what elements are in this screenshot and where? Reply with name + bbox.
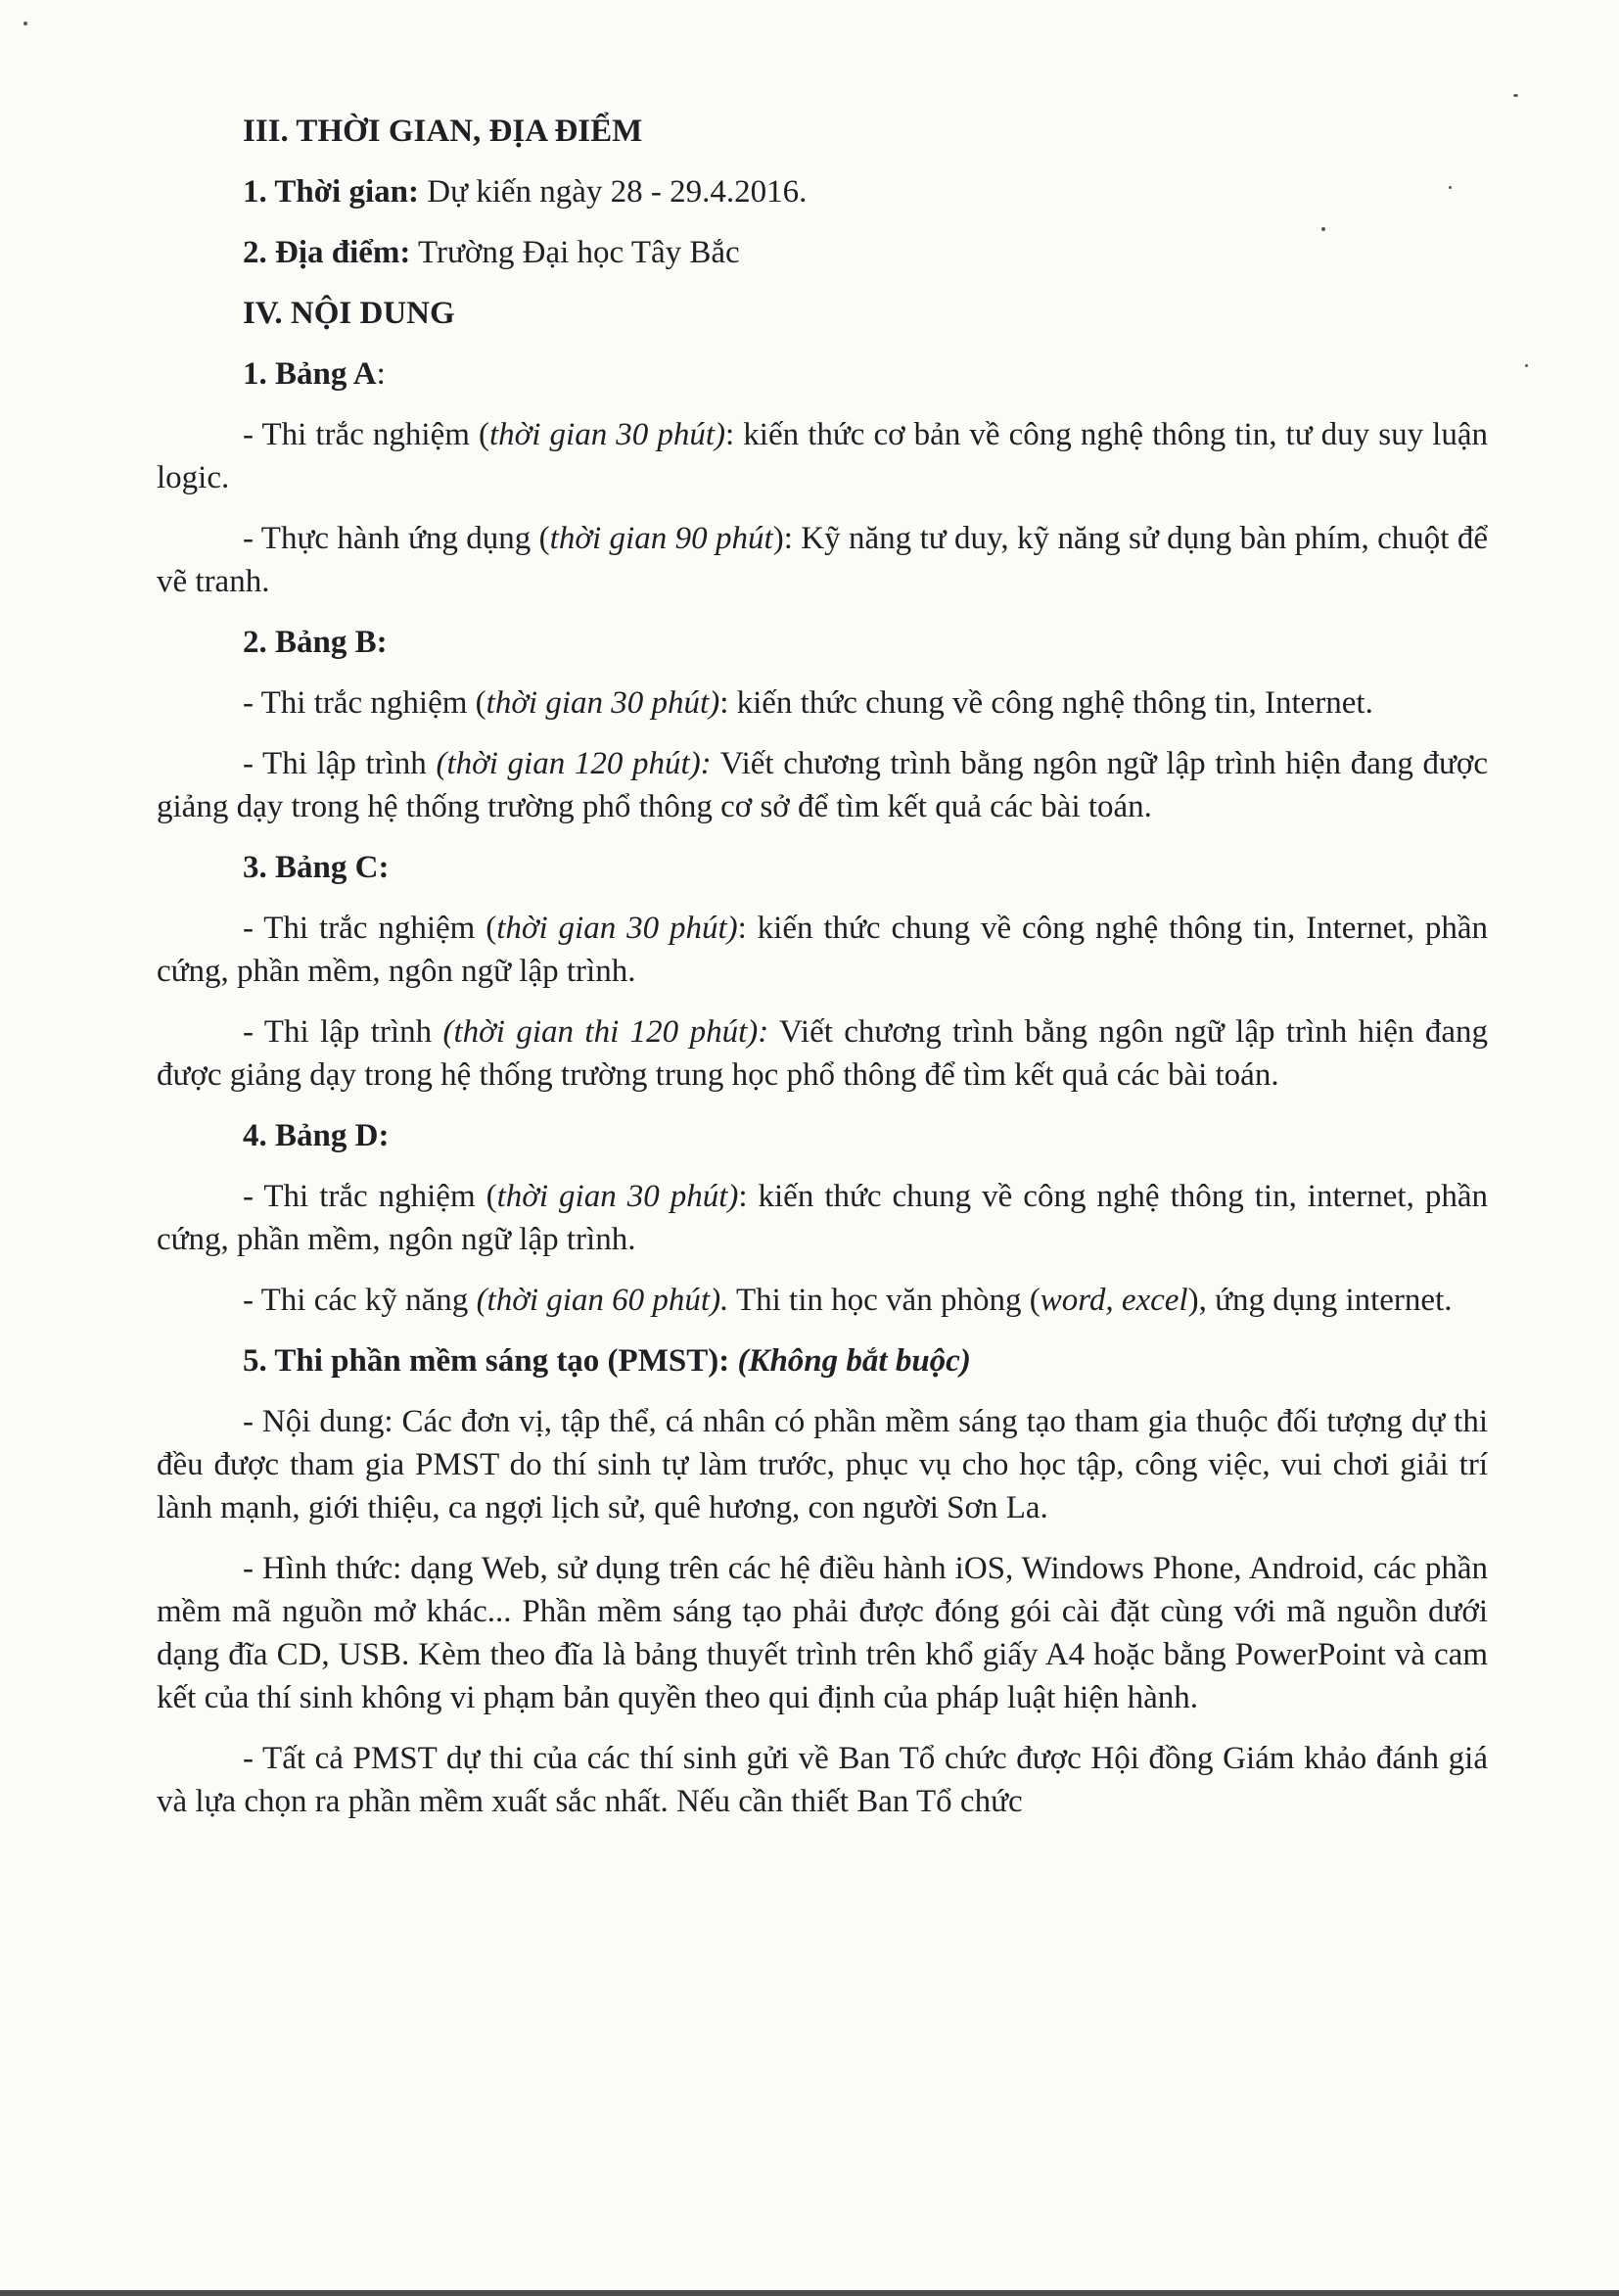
bang-d-heading: 4. Bảng D:	[243, 1118, 390, 1153]
section-4-heading: IV. NỘI DUNG	[243, 296, 455, 331]
text-run: - Thi trắc nghiệm (	[243, 911, 497, 946]
text-run: : kiến thức cơ bản về công nghệ thông tin, tư duy suy luận logic.	[157, 417, 1489, 495]
scan-speck	[1525, 364, 1528, 367]
time-value: Dự kiến ngày 28 - 29.4.2016.	[418, 174, 808, 210]
text-run: - Thi trắc nghiệm (	[243, 1179, 497, 1214]
bang-a-paragraph-2	[157, 517, 1488, 603]
text-run-italic: (thời gian thi 120 phút):	[442, 1014, 769, 1050]
text-run-italic: (thời gian 60 phút).	[476, 1283, 729, 1318]
time-label: 1. Thời gian:	[243, 174, 419, 210]
text-run: Viết chương trình bằng ngôn ngữ lập trình hiện đang được giảng dạy trong hệ thống trường trung học phổ thông để tìm kết quả các bài toán.	[157, 1014, 1488, 1093]
text-run-italic: thời gian 30 phút)	[496, 1179, 739, 1214]
pmst-paragraph-2: - Hình thức: dạng Web, sử dụng trên các hệ điều hành iOS, Windows Phone, Android, các phần mềm mã nguồn mở khác... Phần mềm sáng tạo phải được đóng gói cài đặt cùng với mã nguồn dưới dạng đĩa CD, USB. Kèm theo đĩa là bảng thuyết trình trên khổ giấy A4 hoặc bằng PowerPoint và cam kết của thí sinh không vi phạm bản quyền theo qui định của pháp luật hiện hành.	[157, 1551, 1488, 1715]
bang-b-paragraph-1	[157, 681, 1488, 725]
text-run: - Thi trắc nghiệm (	[243, 685, 486, 721]
section-3-heading: III. THỜI GIAN, ĐỊA ĐIỂM	[243, 114, 643, 149]
text-run: ), ứng dụng internet.	[1187, 1283, 1453, 1318]
bang-a-heading	[243, 352, 1488, 396]
text-run: - Thi trắc nghiệm (	[243, 417, 489, 452]
text-run: - Thi lập trình	[243, 1014, 443, 1050]
bang-c-paragraph-1	[157, 907, 1488, 993]
scan-speck	[1513, 94, 1518, 97]
place-label: 2. Địa điểm:	[243, 235, 411, 270]
text-run: : kiến thức chung về công nghệ thông tin, Internet, phần cứng, phần mềm, ngôn ngữ lập trình.	[157, 911, 1488, 989]
place-value: Trường Đại học Tây Bắc	[410, 235, 740, 270]
text-run: - Thi các kỹ năng	[243, 1283, 477, 1318]
text-run: - Thi lập trình	[243, 746, 437, 781]
text-run: : kiến thức chung về công nghệ thông tin, Internet.	[719, 685, 1373, 721]
pmst-note: (Không bắt buộc)	[737, 1343, 971, 1379]
time-line	[243, 170, 1488, 213]
bang-d-paragraph-1	[157, 1175, 1488, 1261]
text-run: : kiến thức chung về công nghệ thông tin, internet, phần cứng, phần mềm, ngôn ngữ lập trình.	[157, 1179, 1488, 1257]
text-run: Thi tin học văn phòng (	[728, 1283, 1041, 1318]
bang-c-paragraph-2	[157, 1010, 1488, 1097]
text-run-italic: thời gian 30 phút)	[496, 911, 738, 946]
text-run: ): Kỹ năng tư duy, kỹ năng sử dụng bàn phím, chuột để vẽ tranh.	[157, 521, 1489, 599]
bang-a-title: 1. Bảng A	[243, 356, 377, 392]
text-run-italic: thời gian 30 phút)	[486, 685, 720, 721]
text-run-italic: word, excel	[1040, 1283, 1188, 1318]
document-body	[157, 110, 1488, 1841]
pmst-title: 5. Thi phần mềm sáng tạo (PMST):	[243, 1343, 738, 1379]
place-line	[243, 231, 1488, 274]
pmst-paragraph-1: - Nội dung: Các đơn vị, tập thể, cá nhân có phần mềm sáng tạo tham gia thuộc đối tượng dự thi đều được tham gia PMST do thí sinh tự làm trước, phục vụ cho học tập, công việc, vui chơi giải trí lành mạnh, giới thiệu, ca ngợi lịch sử, quê hương, con người Sơn La.	[157, 1404, 1488, 1525]
bang-c-heading: 3. Bảng C:	[243, 850, 390, 885]
bang-d-paragraph-2	[157, 1279, 1488, 1322]
bang-b-heading: 2. Bảng B:	[243, 625, 388, 660]
bang-b-paragraph-2	[157, 742, 1488, 828]
scan-bottom-edge	[0, 2290, 1619, 2296]
text-run: - Thực hành ứng dụng (	[243, 521, 550, 556]
pmst-heading	[243, 1339, 1488, 1382]
bang-a-colon: :	[376, 356, 386, 392]
text-run-italic: thời gian 30 phút)	[489, 417, 726, 452]
text-run: Viết chương trình bằng ngôn ngữ lập trình hiện đang được giảng dạy trong hệ thống trường phổ thông cơ sở để tìm kết quả các bài toán.	[157, 746, 1488, 824]
bang-a-paragraph-1	[157, 413, 1488, 499]
pmst-paragraph-3: - Tất cả PMST dự thi của các thí sinh gửi về Ban Tổ chức được Hội đồng Giám khảo đánh giá và lựa chọn ra phần mềm xuất sắc nhất. Nếu cần thiết Ban Tổ chức	[157, 1741, 1488, 1819]
text-run-italic: (thời gian 120 phút):	[436, 746, 712, 781]
scan-speck	[23, 22, 27, 25]
text-run-italic: thời gian 90 phút	[549, 521, 773, 556]
